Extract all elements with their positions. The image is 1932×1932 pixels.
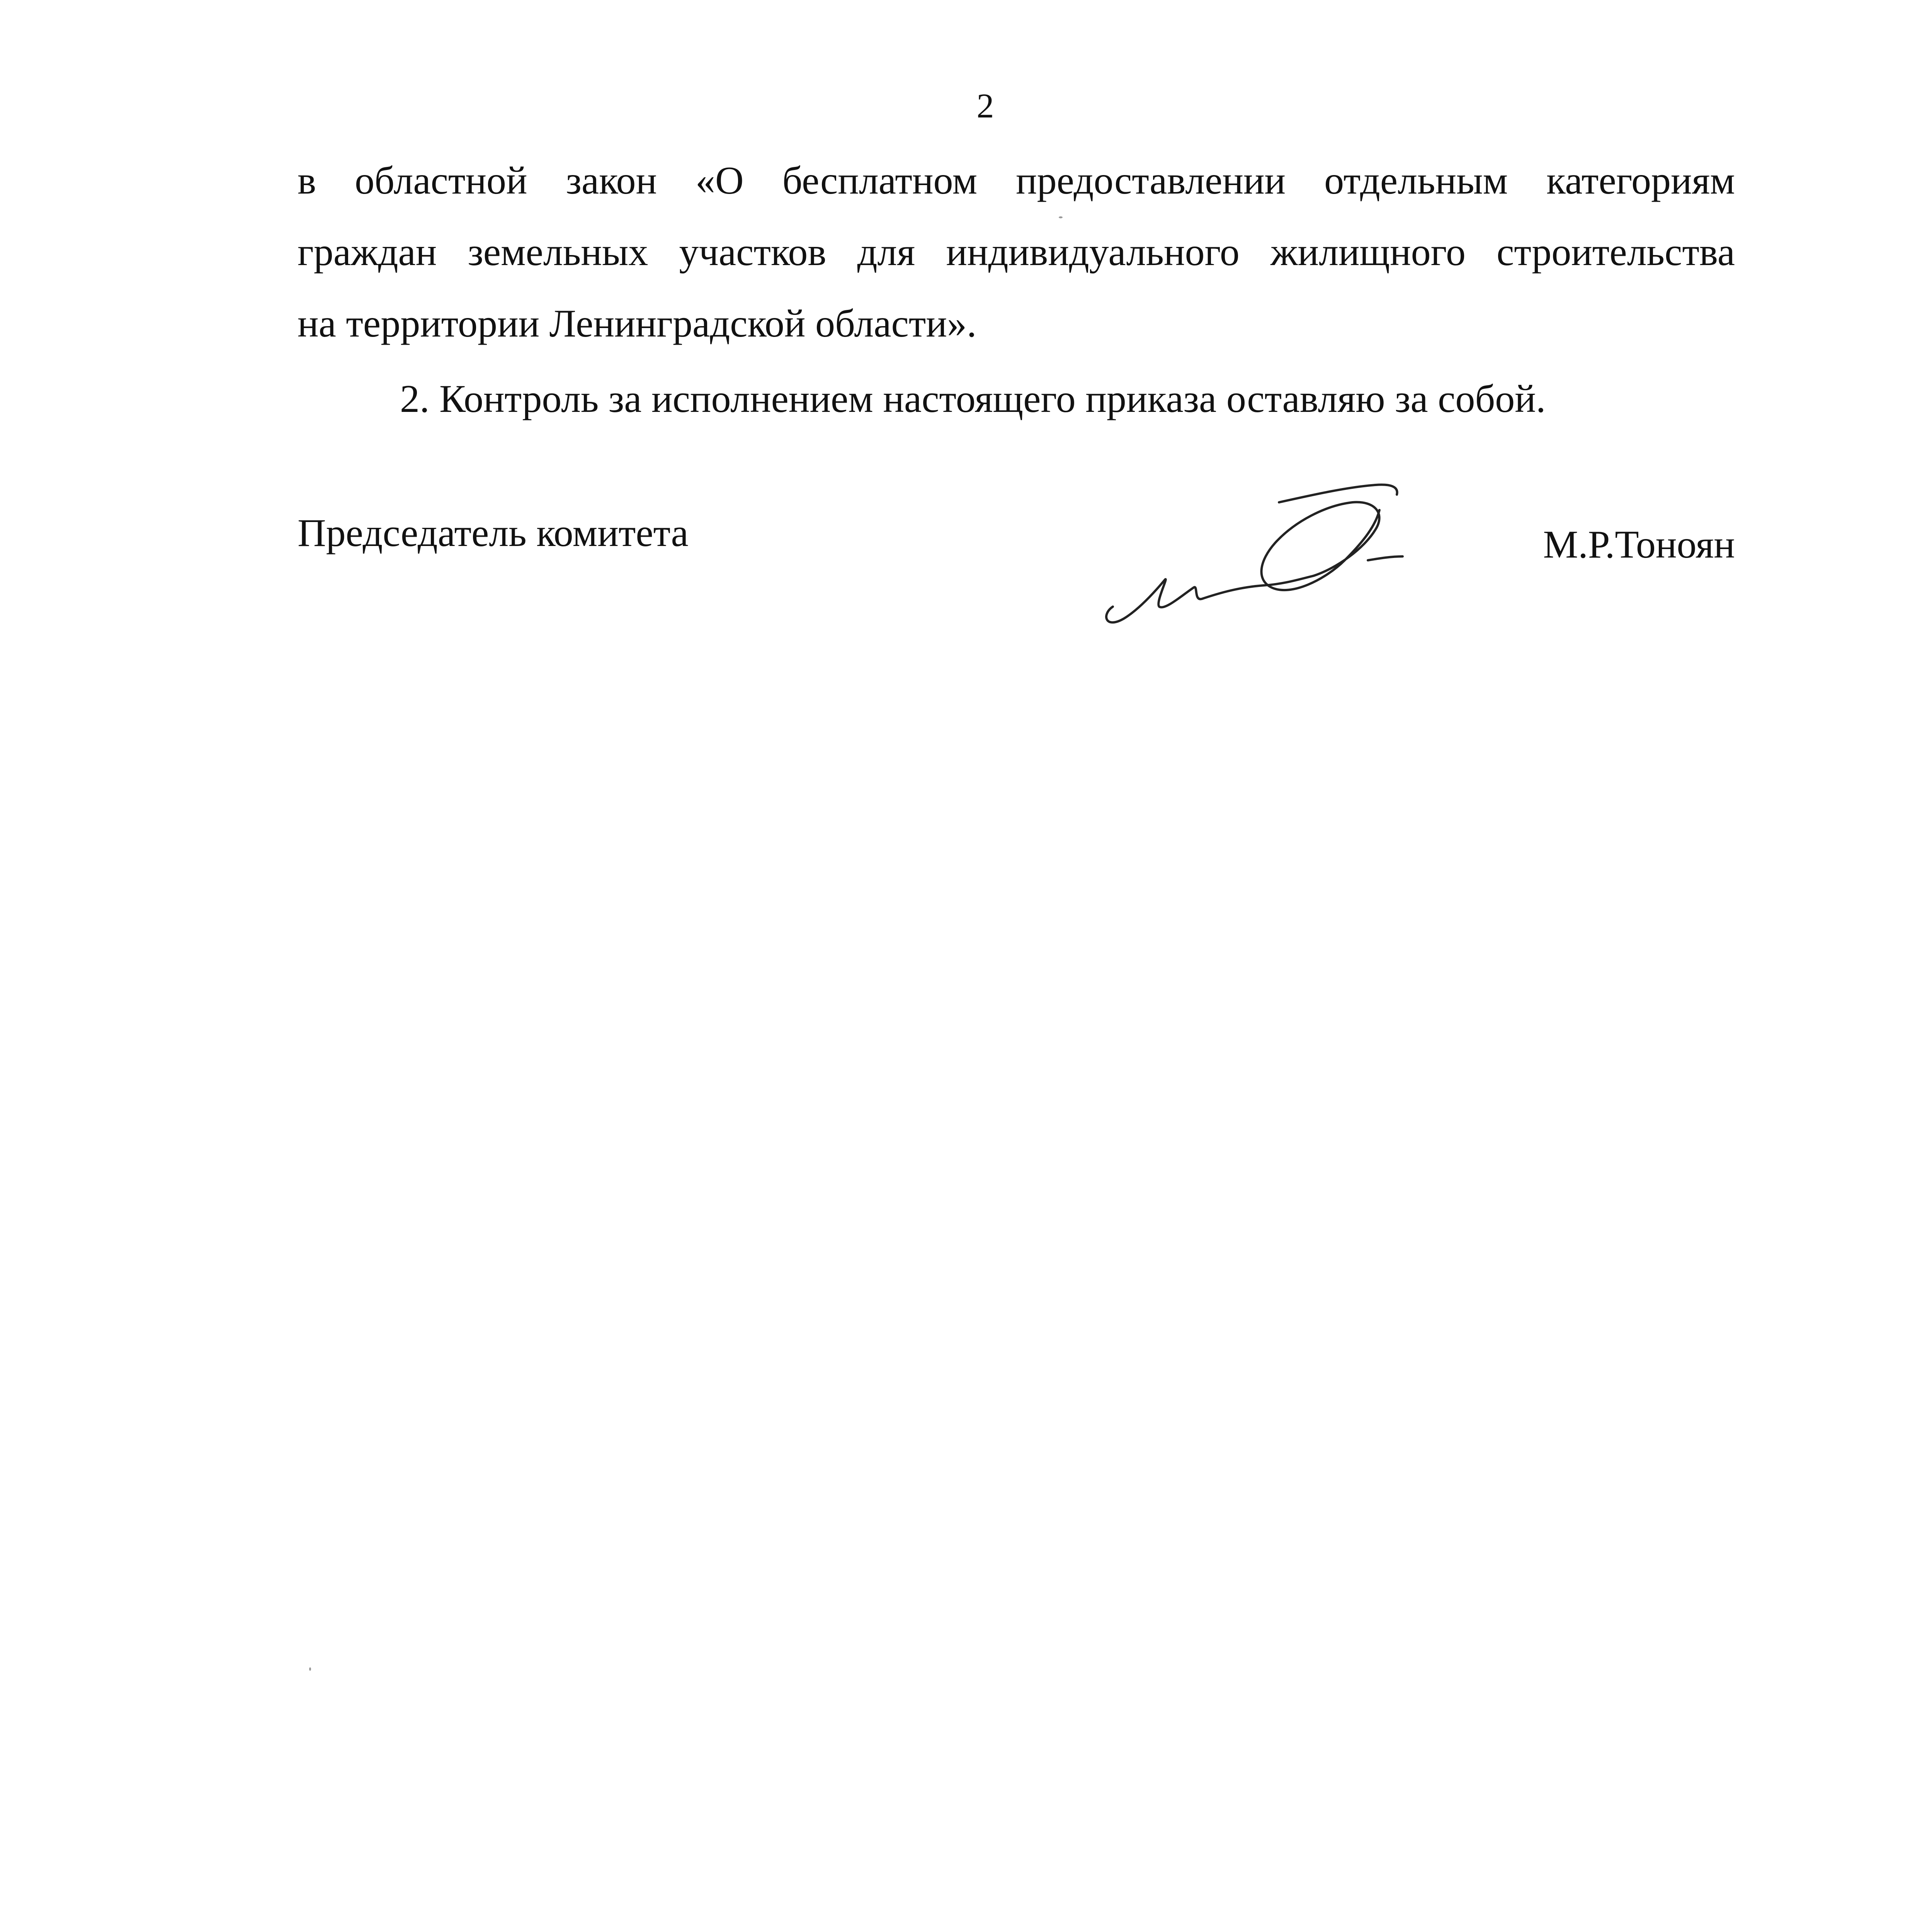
page-number: 2 bbox=[976, 87, 994, 125]
paragraph-line: граждан земельных участков для индивидуального жилищного строительства bbox=[298, 230, 1735, 274]
signer-position-title: Председатель комитета bbox=[298, 511, 689, 555]
handwritten-signature bbox=[1097, 464, 1430, 649]
scan-speck bbox=[1059, 216, 1063, 218]
paragraph-line: на территории Ленинградской области». bbox=[298, 302, 977, 345]
paragraph-line: в областной закон «О бесплатном предоставлении отдельным категориям bbox=[298, 159, 1735, 202]
scan-speck bbox=[309, 1667, 311, 1671]
paragraph-law-reference bbox=[298, 145, 1735, 359]
signer-name: М.Р.Тоноян bbox=[1543, 523, 1735, 566]
paragraph-control-clause: 2. Контроль за исполнением настоящего приказа оставляю за собой. bbox=[400, 377, 1546, 421]
